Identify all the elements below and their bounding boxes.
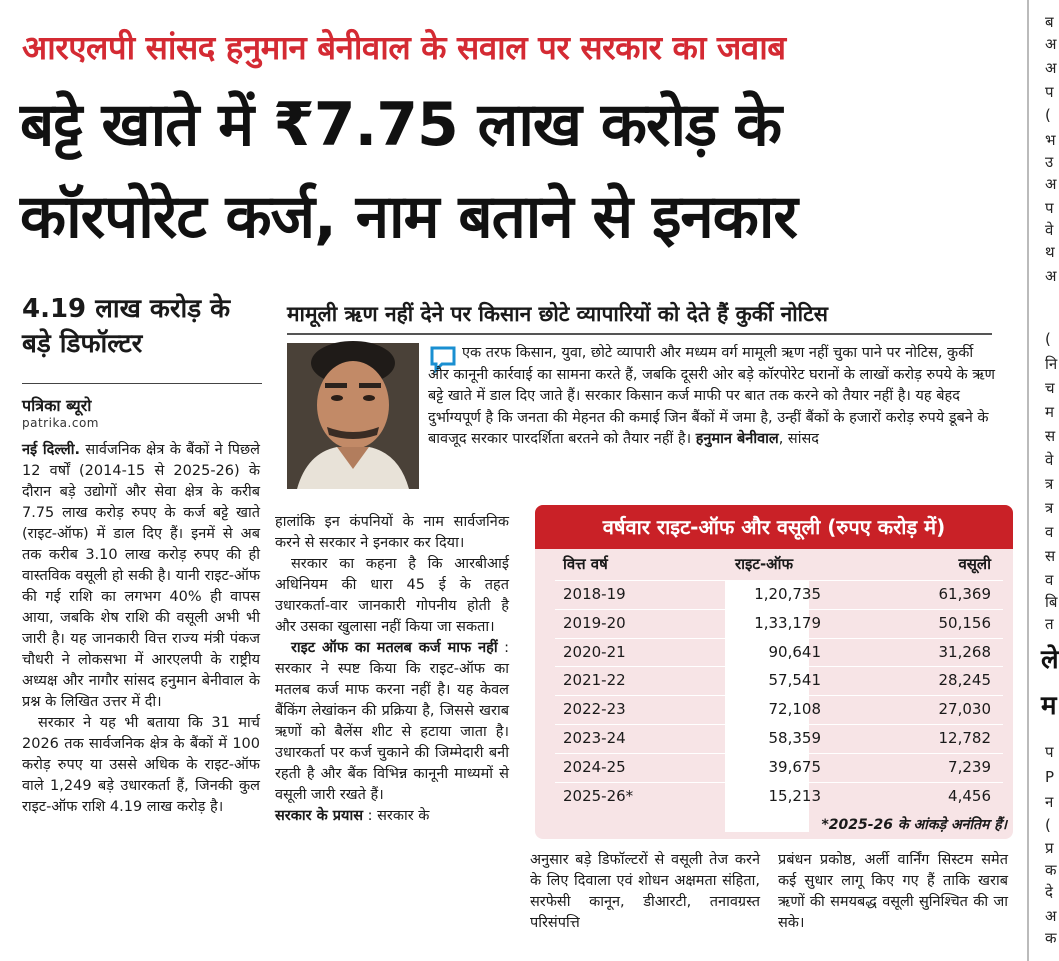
table-cell-recovery: 12,782 <box>938 728 991 747</box>
table-cell-writeoff: 1,33,179 <box>754 613 821 632</box>
strip-text-fragment: P <box>1045 768 1055 786</box>
strip-text-fragment: त्र <box>1045 475 1054 493</box>
article-column-3 <box>530 850 760 934</box>
strip-text-fragment: त्र <box>1045 499 1054 517</box>
strip-text-fragment: बि <box>1045 593 1058 611</box>
paragraph <box>275 638 509 806</box>
byline: पत्रिका ब्यूरो <box>22 396 92 415</box>
strip-text-fragment: वे <box>1045 451 1054 469</box>
table-row <box>555 782 1003 811</box>
table-cell-writeoff: 90,641 <box>768 642 821 661</box>
table-cell-recovery: 61,369 <box>938 585 991 603</box>
dateline: नई दिल्ली. <box>22 442 81 458</box>
strip-text-fragment: प <box>1045 743 1054 761</box>
deck-headline: मामूली ऋण नहीं देने पर किसान छोटे व्यापारियों को देते हैं कुर्की नोटिस <box>287 302 828 326</box>
table-cell-year: 2022-23 <box>563 700 626 719</box>
headline-line-2: कॉरपोरेट कर्ज, नाम बताने से इनकार <box>20 182 797 252</box>
table-cell-year: 2021-22 <box>563 671 626 690</box>
strip-text-fragment: प्र <box>1045 839 1054 857</box>
table-header-recovery: वसूली <box>958 555 991 573</box>
table-body <box>555 580 1003 810</box>
table-cell-recovery: 31,268 <box>938 642 991 661</box>
strip-text-fragment: दे <box>1045 883 1053 901</box>
side-headline: 4.19 लाख करोड़ के बड़े डिफॉल्टर <box>22 294 231 360</box>
paragraph: अनुसार बड़े डिफॉल्टरों से वसूली तेज करने के लिए दिवाला एवं शोधन अक्षमता संहिता, सरफेसी कानून, डीआरटी, तनावग्रस्त परिसंपत्ति <box>530 852 760 931</box>
adjacent-article-strip <box>1027 0 1059 961</box>
strip-text-fragment: क <box>1045 861 1057 879</box>
strip-text-fragment: भ <box>1045 131 1056 149</box>
speaker-photo <box>287 343 419 489</box>
strip-text-fragment: प <box>1045 83 1054 101</box>
website-link[interactable]: patrika.com <box>22 416 99 430</box>
table-footnote: *2025-26 के आंकड़े अनंतिम हैं। <box>821 817 1007 833</box>
column-divider <box>1027 0 1029 961</box>
table-cell-recovery: 27,030 <box>938 700 991 719</box>
table-cell-year: 2023-24 <box>563 728 626 747</box>
paragraph <box>22 440 260 713</box>
table-cell-recovery: 4,456 <box>948 786 991 805</box>
paragraph-text: : सरकार के <box>363 808 430 824</box>
subheading: सरकार के प्रयास <box>275 808 364 824</box>
strip-text-fragment: नि <box>1045 355 1058 373</box>
table-row <box>555 753 1003 782</box>
article-column-2 <box>275 512 509 827</box>
table-row <box>555 609 1003 638</box>
strip-text-fragment: अ <box>1045 35 1057 53</box>
table-title: वर्षवार राइट-ऑफ और वसूली (रुपए करोड़ में) <box>535 505 1013 549</box>
strip-text-fragment: स <box>1045 547 1056 565</box>
table-row <box>555 638 1003 667</box>
kicker: आरएलपी सांसद हनुमान बेनीवाल के सवाल पर सरकार का जवाब <box>22 28 786 67</box>
table-row <box>555 580 1003 609</box>
strip-text-fragment: स <box>1045 427 1056 445</box>
table-cell-recovery: 28,245 <box>938 671 991 690</box>
strip-text-fragment: ( <box>1045 816 1051 834</box>
strip-text-fragment: म <box>1045 403 1054 421</box>
strip-text-fragment: अ <box>1045 175 1057 193</box>
table-cell-recovery: 7,239 <box>948 757 991 776</box>
strip-text-fragment: न <box>1045 793 1054 811</box>
paragraph: प्रबंधन प्रकोष्ठ, अर्ली वार्निंग सिस्टम समेत कई सुधार लागू किए गए हैं ताकि खराब ऋणों की समयबद्ध वसूली सुनिश्चित की जा सके। <box>778 852 1008 931</box>
table-cell-writeoff: 58,359 <box>768 728 821 747</box>
strip-text-fragment: प <box>1045 199 1054 217</box>
paragraph-text: सार्वजनिक क्षेत्र के बैंकों ने पिछले 12 वर्षों (2014-15 से 2025-26) के दौरान बड़े उद्योगों और सेवा क्षेत्र के करीब 7.75 लाख करोड़ रुपए के कर्ज बट्टे खाते (राइट-ऑफ) में डाल दिए हैं। इनमें से अब तक करीब 3.10 लाख करोड़ रुपए की ही वास्तविक वसूली हो सकी है। यानी राइट-ऑफ की गई राशि का लगभग 40% ही वापस आया, जबकि शेष राशि की वसूली अभी भी जारी है। यह जानकारी वित्त राज्य मंत्री पंकज चौधरी ने लोकसभा में आरएलपी के राष्ट्रीय अध्यक्ष और नागौर सांसद हनुमान बेनीवाल के प्रश्न के लिखित उत्तर में दी। <box>22 442 260 710</box>
portrait-illustration <box>287 343 419 489</box>
paragraph: सरकार ने यह भी बताया कि 31 मार्च 2026 तक सार्वजनिक क्षेत्र के बैंकों में 100 करोड़ रुपए या उससे अधिक के राइट-ऑफ वाले 1,249 बड़े उधारकर्ता हैं, जिनकी कुल राइट-ऑफ राशि 4.19 लाख करोड़ है। <box>22 715 260 815</box>
table-cell-writeoff: 39,675 <box>768 757 821 776</box>
table-cell-year: 2024-25 <box>563 757 626 776</box>
strip-text-fragment: अ <box>1045 907 1057 925</box>
strip-text-fragment: क <box>1045 929 1057 947</box>
quote-speaker: हनुमान बेनीवाल <box>695 431 779 447</box>
strip-headline-fragment: ले <box>1041 645 1059 675</box>
table-header-row <box>555 550 1003 578</box>
table-header-writeoff: राइट-ऑफ <box>735 555 794 573</box>
article-column-1 <box>22 440 260 818</box>
quote-speaker-role: , सांसद <box>778 431 819 447</box>
table-cell-year: 2018-19 <box>563 585 626 603</box>
table-row <box>555 666 1003 695</box>
strip-text-fragment: अ <box>1045 267 1057 285</box>
strip-text-fragment: ब <box>1045 13 1054 31</box>
strip-text-fragment: थ <box>1045 243 1055 261</box>
table-cell-year: 2019-20 <box>563 613 626 632</box>
deck-rule <box>287 333 992 335</box>
table-row <box>555 724 1003 753</box>
strip-text-fragment: उ <box>1045 153 1054 171</box>
strip-text-fragment: व <box>1045 571 1054 589</box>
table-header-year: वित्त वर्ष <box>563 555 608 573</box>
paragraph <box>275 806 509 827</box>
strip-text-fragment: वे <box>1045 221 1054 239</box>
quote-text: एक तरफ किसान, युवा, छोटे व्यापारी और मध्यम वर्ग मामूली ऋण नहीं चुका पाने पर नोटिस, कुर्की और कानूनी कार्रवाई का सामना करते हैं, जबकि दूसरी ओर बड़े कॉरपोरेट घरानों के लाखों करोड़ रुपये के ऋण बट्टे खाते में डाल दिए जाते हैं। सरकार किसान कर्ज माफी पर बात तक करने को तैयार नहीं है। यह बेहद दुर्भाग्यपूर्ण है कि जनता की मेहनत की कमाई जिन बैंकों में जमा है, उन्हीं बैंकों के हजारों करोड़ रुपये डूबने के बावजूद सरकार पारदर्शिता बरतने को तैयार नहीं है। <box>428 345 996 447</box>
table-cell-writeoff: 57,541 <box>768 671 821 690</box>
subheading: राइट ऑफ का मतलब कर्ज माफ नहीं <box>291 640 498 656</box>
strip-text-fragment: च <box>1045 379 1055 397</box>
strip-text-fragment: अ <box>1045 59 1057 77</box>
strip-text-fragment: व <box>1045 523 1054 541</box>
side-headline-rule <box>22 383 262 384</box>
pull-quote <box>428 343 998 451</box>
table-cell-writeoff: 72,108 <box>768 700 821 719</box>
table-cell-writeoff: 15,213 <box>768 786 821 805</box>
table-cell-writeoff: 1,20,735 <box>754 585 821 603</box>
headline-line-1: बट्टे खाते में ₹7.75 लाख करोड़ के <box>20 90 782 160</box>
paragraph: हालांकि इन कंपनियों के नाम सार्वजनिक करने से सरकार ने इनकार कर दिया। <box>275 514 509 551</box>
paragraph: सरकार का कहना है कि आरबीआई अधिनियम की धारा 45 ई के तहत उधारकर्ता-वार जानकारी गोपनीय होती है और उसका खुलासा नहीं किया जा सकता। <box>275 556 509 635</box>
table-cell-recovery: 50,156 <box>938 613 991 632</box>
strip-text-fragment: ( <box>1045 106 1051 124</box>
paragraph-text: : सरकार ने स्पष्ट किया कि राइट-ऑफ का मतलब कर्ज माफ करना नहीं है। यह केवल बैंकिंग लेखांकन की प्रक्रिया है, जिससे खराब ऋणों को बैलेंस शीट से हटाया जाता है। उधारकर्ता पर कर्ज चुकाने की जिम्मेदारी बनी रहती है और बैंक विभिन्न कानूनी माध्यमों से वसूली जारी रखते हैं। <box>275 640 509 803</box>
article-column-4 <box>778 850 1008 934</box>
strip-text-fragment: ( <box>1045 330 1051 348</box>
table-row <box>555 695 1003 724</box>
table-cell-year: 2020-21 <box>563 642 626 661</box>
strip-text-fragment: त <box>1045 615 1054 633</box>
table-cell-year: 2025-26* <box>563 786 634 805</box>
strip-headline-fragment: म <box>1041 691 1057 721</box>
